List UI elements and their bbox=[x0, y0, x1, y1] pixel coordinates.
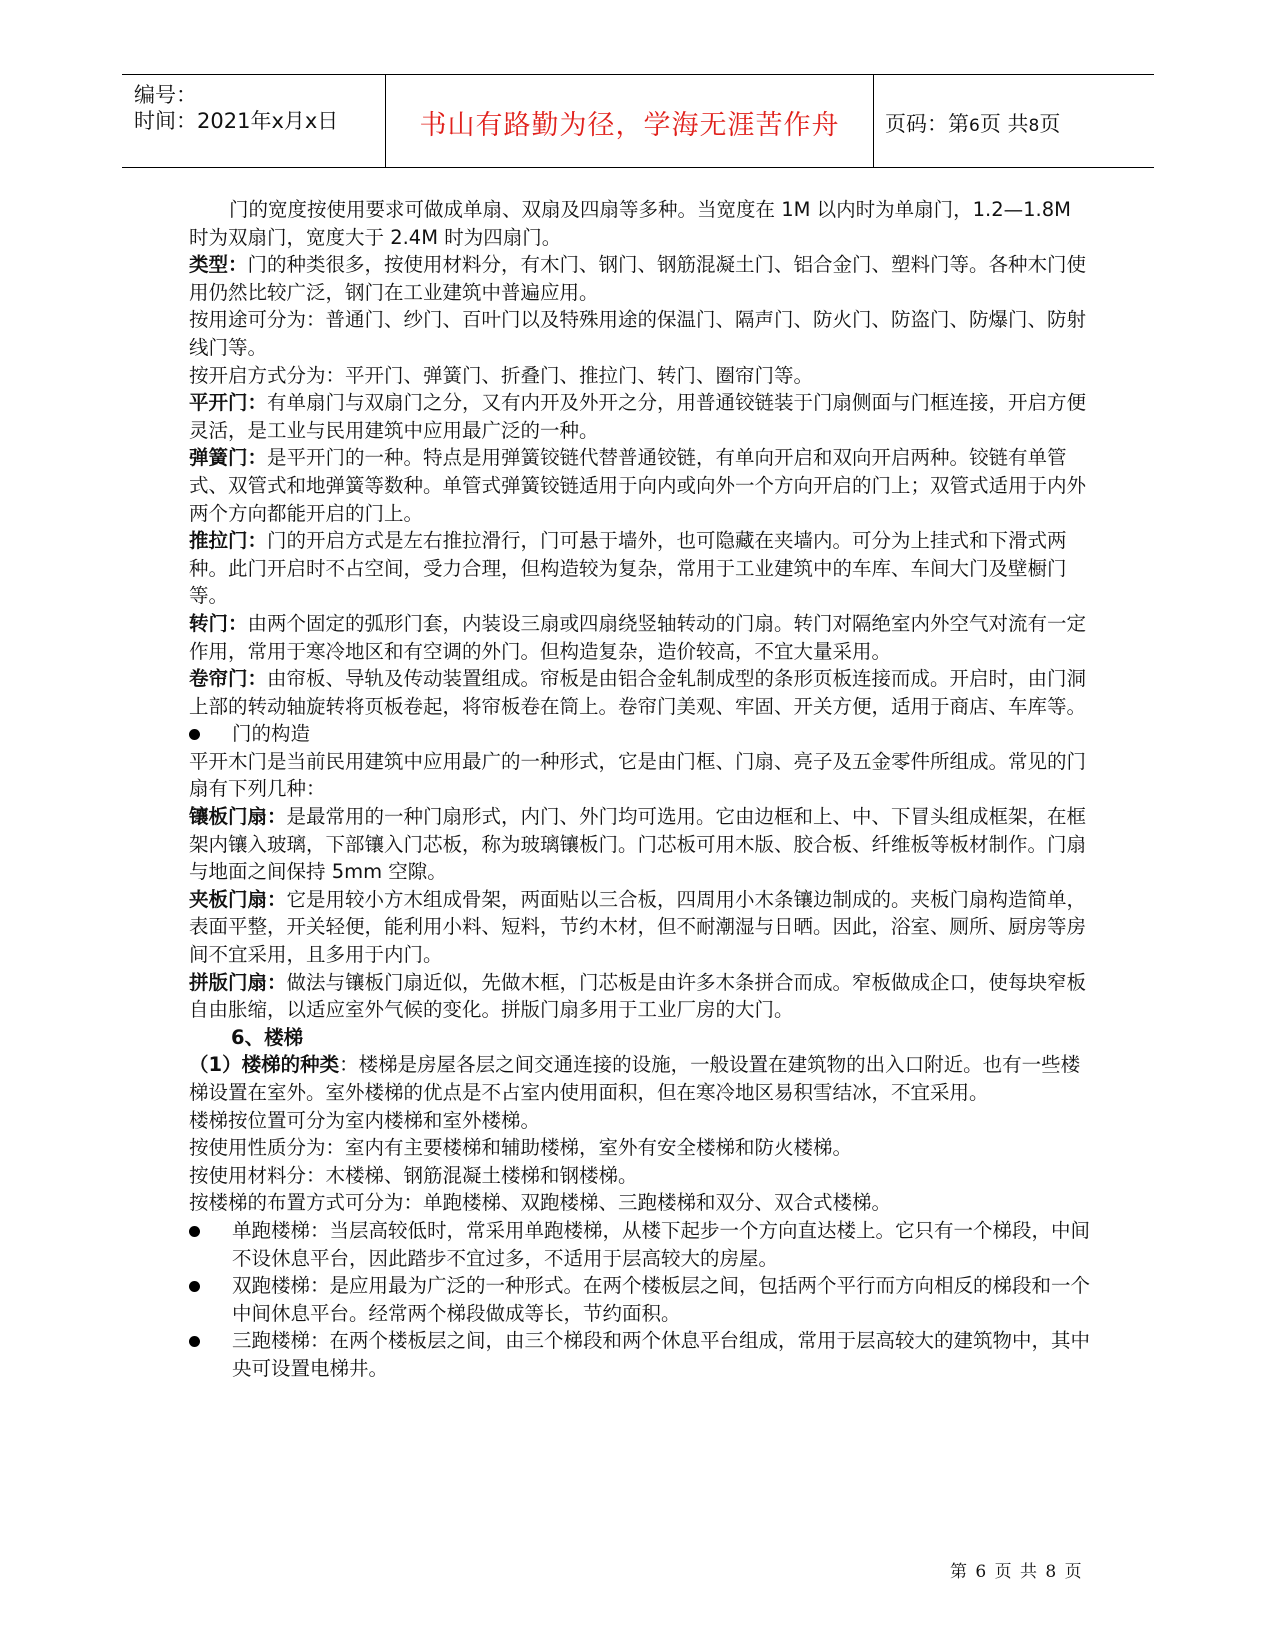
document-number-label: 编号： bbox=[134, 83, 197, 107]
term-label: 推拉门： bbox=[189, 529, 268, 553]
bullet-item bbox=[189, 1327, 1095, 1382]
term-text: 做法与镶板门扇近似，先做木框，门芯板是由许多木条拼合而成。窄板做成企口，使每块窄板自由胀缩，以适应室外气候的变化。拼版门扇多用于工业厂房的大门。 bbox=[189, 970, 1087, 1022]
paragraph: 按使用材料分：木楼梯、钢筋混凝土楼梯和钢楼梯。 bbox=[189, 1163, 638, 1187]
term-label: 卷帘门： bbox=[189, 667, 268, 691]
paragraph: 楼梯按位置可分为室内楼梯和室外楼梯。 bbox=[189, 1108, 541, 1132]
term-text: 它是用较小方木组成骨架，两面贴以三合板，四周用小木条镶边制成的。夹板门扇构造简单，表面平整，开关轻便，能利用小料、短料，节约木材，但不耐潮湿与日晒。因此，浴室、厕所、厨房等房间不宜采用，且多用于内门。 bbox=[189, 887, 1087, 967]
header-motto-cell bbox=[385, 75, 874, 167]
paragraph bbox=[189, 389, 1095, 444]
paragraph: 门的宽度按使用要求可做成单扇、双扇及四扇等多种。当宽度在 1M 以内时为单扇门，1.2—1.8M 时为双扇门，宽度大于 2.4M 时为四扇门。 bbox=[189, 198, 1071, 249]
page-header bbox=[122, 74, 1154, 168]
paragraph: 按使用性质分为：室内有主要楼梯和辅助楼梯，室外有安全楼梯和防火楼梯。 bbox=[189, 1136, 853, 1160]
page-current: 6 bbox=[969, 116, 980, 136]
term-text: 有单扇门与双扇门之分，又有内开及外开之分，用普通铰链装于门扇侧面与门框连接，开启方便灵活，是工业与民用建筑中应用最广泛的一种。 bbox=[189, 391, 1087, 442]
bullet-text: 门的构造 bbox=[232, 722, 311, 746]
term-label: 弹簧门： bbox=[189, 446, 268, 470]
motto: 书山有路勤为径，学海无涯苦作舟 bbox=[419, 110, 840, 141]
term-text: 是平开门的一种。特点是用弹簧铰链代替普通铰链，有单向开启和双向开启两种。铰链有单管式、双管式和地弹簧等数种。单管式弹簧铰链适用于向内或向外一个方向开启的门上；双管式适用于内外两个方向都能开启的门上。 bbox=[189, 446, 1087, 525]
bullet-item bbox=[189, 1272, 1095, 1327]
header-page-code bbox=[885, 108, 1060, 138]
page-total: 8 bbox=[1028, 116, 1040, 136]
section-heading: 6、楼梯 bbox=[231, 1025, 304, 1049]
bullet-item bbox=[189, 720, 1095, 748]
term-text: ：楼梯是房屋各层之间交通连接的设施，一般设置在建筑物的出入口附近。也有一些楼梯设置在室外。室外楼梯的优点是不占室内使用面积，但在寒冷地区易积雪结冰，不宜采用。 bbox=[189, 1053, 1081, 1104]
paragraph bbox=[189, 969, 1095, 1024]
header-page-cell bbox=[873, 75, 1154, 167]
paragraph: 平开木门是当前民用建筑中应用最广的一种形式，它是由门框、门扇、亮子及五金零件所组成。常见的门扇有下列几种： bbox=[189, 749, 1087, 801]
paragraph: 按用途可分为：普通门、纱门、百叶门以及特殊用途的保温门、隔声门、防火门、防盗门、防爆门、防射线门等。 bbox=[189, 308, 1087, 359]
term-label: 转门： bbox=[189, 611, 248, 635]
paragraph bbox=[189, 251, 1095, 306]
page-mid: 页 共 bbox=[979, 112, 1029, 136]
term-text: 门的种类很多，按使用材料分，有木门、钢门、钢筋混凝土门、铝合金门、塑料门等。各种木门使用仍然比较广泛，钢门在工业建筑中普遍应用。 bbox=[189, 253, 1087, 304]
paragraph bbox=[189, 444, 1095, 527]
page-suffix: 页 bbox=[1039, 112, 1061, 136]
bullet-dot-icon bbox=[189, 1336, 200, 1347]
term-text: 由两个固定的弧形门套，内装设三扇或四扇绕竖轴转动的门扇。转门对隔绝室内外空气对流有一定作用，常用于寒冷地区和有空调的外门。但构造复杂，造价较高，不宜大量采用。 bbox=[189, 611, 1087, 663]
paragraph bbox=[189, 665, 1095, 720]
paragraph bbox=[189, 803, 1095, 886]
document-body bbox=[189, 196, 1095, 1383]
term-label: 平开门： bbox=[189, 391, 268, 415]
document-date: 时间：2021年x月x日 bbox=[134, 109, 339, 133]
paragraph: 按楼梯的布置方式可分为：单跑楼梯、双跑楼梯、三跑楼梯和双分、双合式楼梯。 bbox=[189, 1191, 892, 1215]
term-label: 类型： bbox=[189, 253, 248, 277]
bullet-dot-icon bbox=[189, 1281, 200, 1292]
paragraph bbox=[189, 527, 1095, 610]
term-label: （1）楼梯的种类 bbox=[189, 1053, 340, 1077]
page-footer: 第 6 页 共 8 页 bbox=[950, 1562, 1082, 1582]
paragraph bbox=[189, 1051, 1095, 1106]
term-label: 夹板门扇： bbox=[189, 887, 287, 911]
bullet-text: 双跑楼梯：是应用最为广泛的一种形式。在两个楼板层之间，包括两个平行而方向相反的梯段和一个中间休息平台。经常两个梯段做成等长，节约面积。 bbox=[232, 1274, 1091, 1325]
header-left-cell bbox=[122, 75, 385, 167]
term-label: 镶板门扇： bbox=[189, 805, 287, 829]
paragraph: 按开启方式分为：平开门、弹簧门、折叠门、推拉门、转门、圈帘门等。 bbox=[189, 363, 814, 387]
paragraph bbox=[189, 886, 1095, 969]
bullet-text: 单跑楼梯：当层高较低时，常采用单跑楼梯，从楼下起步一个方向直达楼上。它只有一个梯段，中间不设休息平台，因此踏步不宜过多，不适用于层高较大的房屋。 bbox=[232, 1218, 1091, 1270]
page-prefix: 页码：第 bbox=[885, 112, 969, 136]
bullet-item bbox=[189, 1217, 1095, 1272]
paragraph bbox=[189, 610, 1095, 665]
term-label: 拼版门扇： bbox=[189, 970, 287, 994]
term-text: 由帘板、导轨及传动装置组成。帘板是由铝合金轧制成型的条形页板连接而成。开启时，由门洞上部的转动轴旋转将页板卷起，将帘板卷在筒上。卷帘门美观、牢固、开关方便，适用于商店、车库等。 bbox=[189, 667, 1087, 718]
term-text: 门的开启方式是左右推拉滑行，门可悬于墙外，也可隐藏在夹墙内。可分为上挂式和下滑式两种。此门开启时不占空间，受力合理，但构造较为复杂，常用于工业建筑中的车库、车间大门及壁橱门等。 bbox=[189, 529, 1067, 608]
term-text: 是最常用的一种门扇形式，内门、外门均可选用。它由边框和上、中、下冒头组成框架，在框架内镶入玻璃，下部镶入门芯板，称为玻璃镶板门。门芯板可用木版、胶合板、纤维板等板材制作。门扇与地面之间保持 5mm 空隙。 bbox=[189, 805, 1087, 884]
bullet-text: 三跑楼梯：在两个楼板层之间，由三个梯段和两个休息平台组成，常用于层高较大的建筑物中，其中央可设置电梯井。 bbox=[232, 1329, 1091, 1380]
bullet-dot-icon bbox=[189, 729, 200, 740]
bullet-dot-icon bbox=[189, 1226, 200, 1237]
